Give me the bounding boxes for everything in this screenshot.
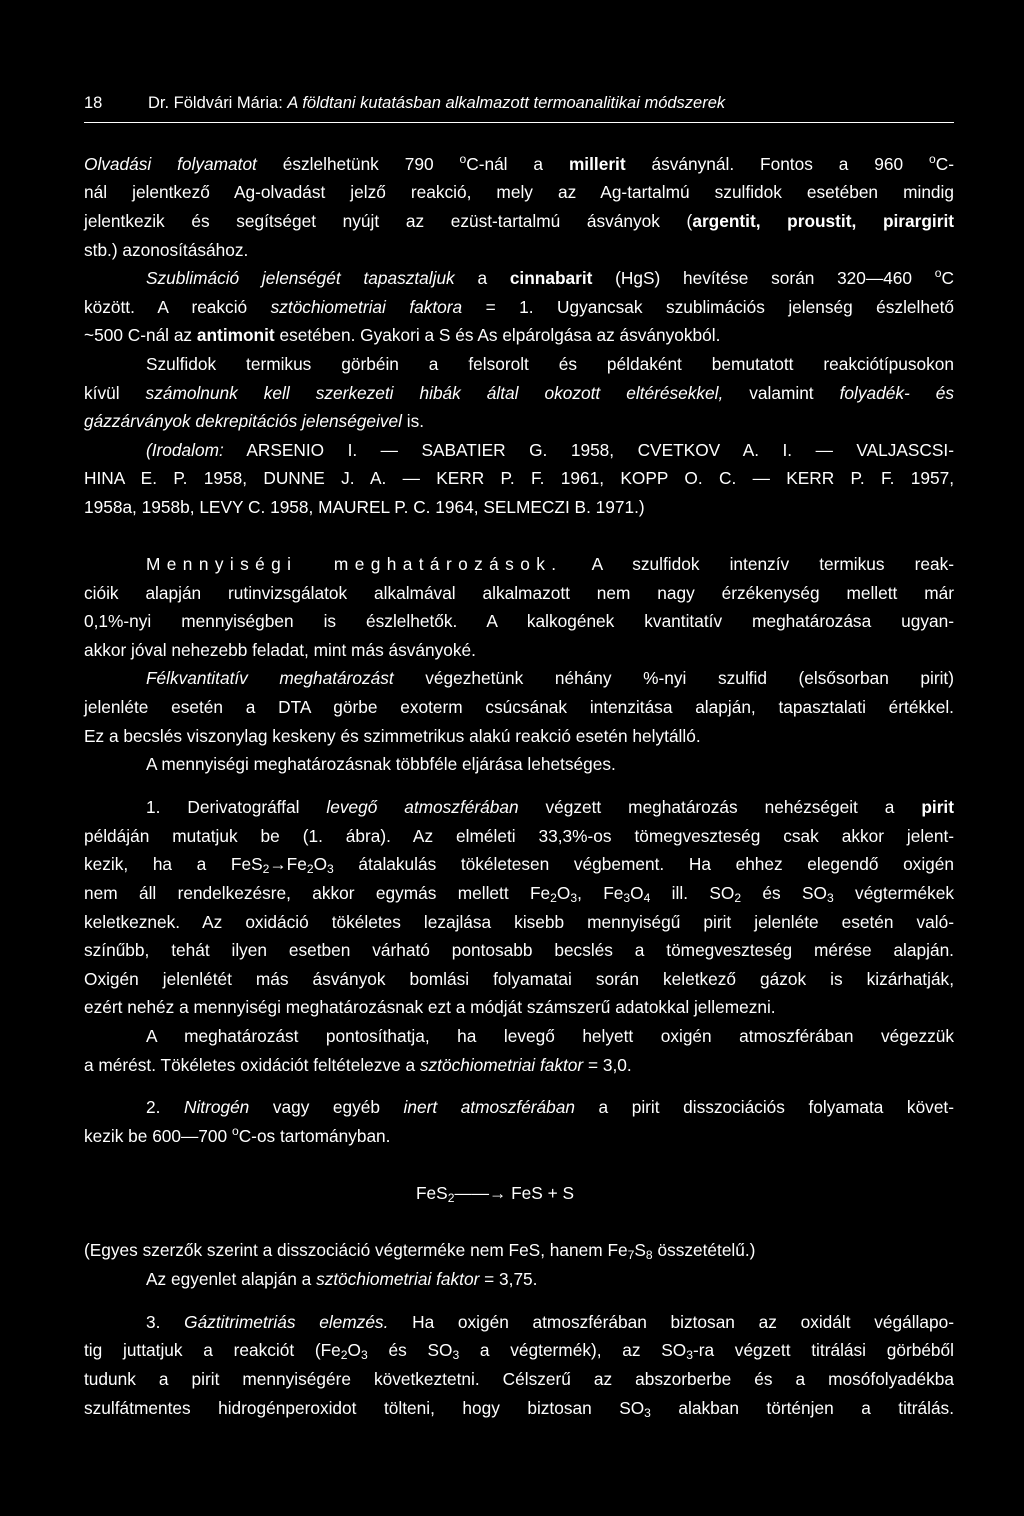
- text-line: között. A reakció sztöchiometriai faktora = 1. Ugyancsak szublimációs jelenség észlelhető: [84, 297, 954, 317]
- text-line: A meghatározást pontosíthatja, ha levegő helyett oxigén atmoszférában végezzük: [146, 1026, 954, 1046]
- text-line: HINA E. P. 1958, DUNNE J. A. — KERR P. F. 1961, KOPP O. C. — KERR P. F. 1957,: [84, 468, 954, 488]
- text-line: példáján mutatjuk be (1. ábra). Az elméleti 33,3%-os tömegveszteség csak akkor jelent-: [84, 826, 954, 846]
- text-line: 1958a, 1958b, LEVY C. 1958, MAUREL P. C. 1964, SELMECZI B. 1971.): [84, 497, 645, 517]
- text-line: Mennyiségi meghatározások. A szulfidok intenzív termikus reak-: [146, 554, 954, 574]
- text-line: tig juttatjuk a reakciót ($Fe_2O_3$ és $SO_3$ a végtermék), az $SO_3-ra$ végzett titrálási görbéből: [84, 1340, 954, 1362]
- text-line: (Irodalom: ARSENIO I. — SABATIER G. 1958, CVETKOV A. I. — VALJASCSI-: [146, 440, 954, 460]
- text-line: jelenléte esetén a DTA görbe exoterm csúcsának intenzitása alapján, tapasztalati értékkel.: [84, 697, 954, 717]
- text-line: kezik be 600—700 $^o$C-os tartományban.: [84, 1124, 391, 1146]
- text-line: 1. Derivatográffal levegő atmoszférában végzett meghatározás nehézségeit a pirit: [146, 797, 954, 817]
- text-line: 3. Gáztitrimetriás elemzés. Ha oxigén atmoszférában biztosan az oxidált végállapo-: [146, 1312, 954, 1332]
- text-line: keletkeznek. Az oxidáció tökéletes lezajlása kisebb mennyiségű pirit jelenléte esetén való-: [84, 912, 954, 932]
- text-line: gázzárványok dekrepitációs jelenségeivel is.: [84, 411, 425, 431]
- text-line: Oxigén jelenlétét más ásványok bomlási folyamatai során keletkező gázok is kizárhatják,: [84, 969, 954, 989]
- text-line: tudunk a pirit mennyiségére következtetni. Célszerű az abszorberbe és a mosófolyadékba: [84, 1369, 954, 1389]
- text-line: kívül számolnunk kell szerkezeti hibák által okozott eltérésekkel, valamint folyadék- és: [84, 383, 954, 403]
- running-header: [84, 88, 954, 123]
- text-line: ezért nehéz a mennyiségi meghatározásnak ezt a módját számszerű adatokkal jellemezni.: [84, 997, 776, 1017]
- text-line: a mérést. Tökéletes oxidációt feltételezve a sztöchiometriai faktor = 3,0.: [84, 1055, 632, 1075]
- text-line: 2. Nitrogén vagy egyéb inert atmoszférában a pirit disszociációs folyamata követ-: [146, 1097, 954, 1117]
- section-heading: Mennyiségi meghatározások.: [146, 554, 563, 574]
- chemical-equation: FeS$_2$——→ FeS + S: [416, 1183, 575, 1205]
- text-line: akkor jóval nehezebb feladat, mint más ásványoké.: [84, 640, 476, 660]
- text-line: Az egyenlet alapján a sztöchiometriai faktor = 3,75.: [146, 1269, 538, 1289]
- text-line: ~500 C-nál az antimonit esetében. Gyakori a S és As elpárolgása az ásványokból.: [84, 325, 721, 345]
- text-line: Félkvantitatív meghatározást végezhetünk néhány %-nyi szulfid (elsősorban pirit): [146, 668, 954, 688]
- text-line: Olvadási folyamatot észlelhetünk 790 $^o$C-nál a millerit ásványnál. Fontos a 960 $^o$C-: [84, 152, 954, 174]
- text-line: stb.) azonosításához.: [84, 240, 249, 260]
- header-title: Dr. Földvári Mária: A földtani kutatásban alkalmazott termoanalitikai módszerek: [148, 94, 726, 112]
- text-line: A mennyiségi meghatározásnak többféle eljárása lehetséges.: [146, 754, 616, 774]
- text-line: (Egyes szerzők szerint a disszociáció végterméke nem FeS, hanem $Fe_7S_8$ összetételű.): [84, 1240, 756, 1262]
- text-line: 0,1%-nyi mennyiségben is észlelhetők. A kalkogének kvantitatív meghatározása ugyan-: [84, 611, 954, 631]
- text-line: színűbb, tehát ilyen esetben várható pontosabb becslés a tömegveszteség mérése alapján.: [84, 940, 954, 960]
- text-line: szulfátmentes hidrogénperoxidot tölteni, hogy biztosan $SO_3$ alakban történjen a titrálás.: [84, 1398, 954, 1420]
- page-number: 18: [84, 94, 103, 112]
- text-line: Szublimáció jelenségét tapasztaljuk a cinnabarit (HgS) hevítése során 320—460 $^o$C: [146, 266, 954, 288]
- text-line: jelentkezik és segítséget nyújt az ezüst-tartalmú ásványok (argentit, proustit, pirargirit: [84, 211, 954, 231]
- text-line: Szulfidok termikus görbéin a felsorolt és példaként bemutatott reakciótípusokon: [146, 354, 954, 374]
- text-line: nem áll rendelkezésre, akkor egymás mellett $Fe_2O_3$, $Fe_3O_4$ ill. $SO_2$ és $SO_3$ végtermékek: [84, 883, 954, 905]
- text-line: Ez a becslés viszonylag keskeny és szimmetrikus alakú reakció esetén helytálló.: [84, 726, 701, 746]
- text-line: nál jelentkező Ag-olvadást jelző reakció, mely az Ag-tartalmú szulfidok esetében mindig: [84, 182, 954, 202]
- text-line: kezik, ha a $FeS_2\to Fe_2O_3$ átalakulás tökéletesen végbement. Ha ehhez elegendő oxigén: [84, 854, 954, 876]
- text-line: cióik alapján rutinvizsgálatok alkalmával alkalmazott nem nagy érzékenység mellett már: [84, 583, 954, 603]
